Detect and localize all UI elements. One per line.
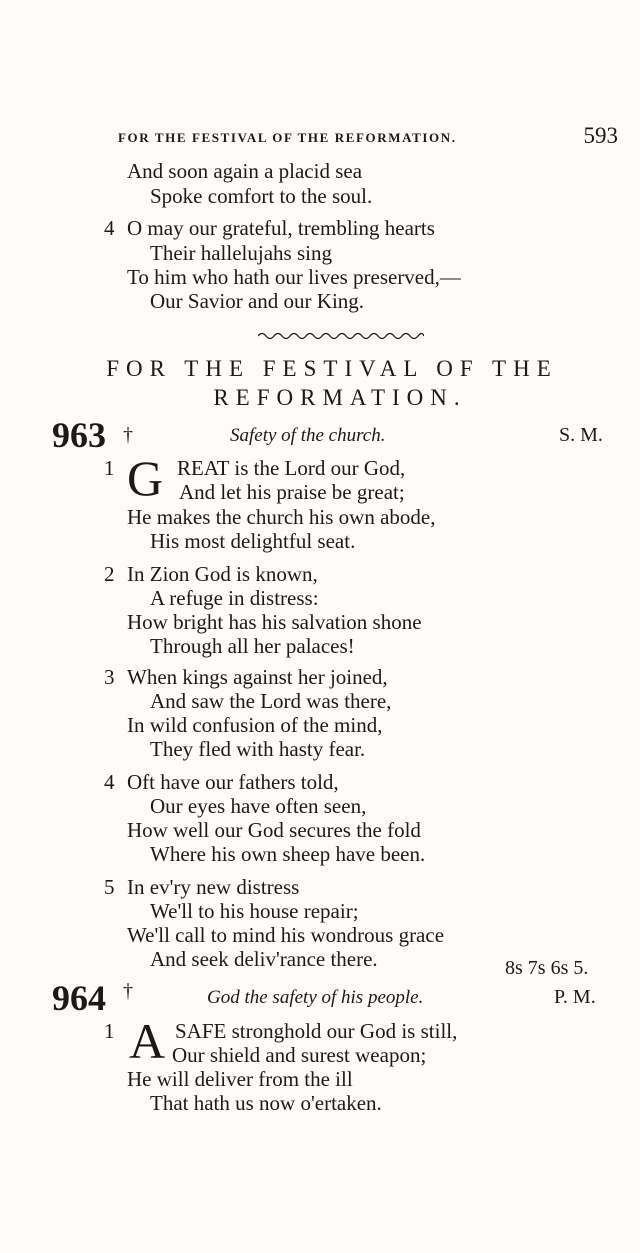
verse-line: Through all her palaces!	[150, 634, 355, 658]
hymn-title: God the safety of his people.	[207, 987, 424, 1008]
verse-line: Our eyes have often seen,	[150, 794, 367, 818]
verse-line: How bright has his salvation shone	[127, 610, 422, 634]
verse-line: And saw the Lord was there,	[150, 689, 392, 713]
verse-line: That hath us now o'ertaken.	[150, 1091, 382, 1115]
verse-line: A refuge in distress:	[150, 586, 319, 610]
hymn-meter-top: 8s 7s 6s 5.	[505, 957, 589, 979]
stanza-number: 3	[104, 665, 115, 689]
dagger-mark: †	[123, 980, 133, 1002]
hymn-number: 963	[52, 415, 106, 455]
verse-line: SAFE stronghold our God is still,	[175, 1019, 458, 1043]
section-title: REFORMATION.	[213, 385, 467, 410]
verse-line: To him who hath our lives preserved,—	[127, 265, 461, 289]
verse-line: REAT is the Lord our God,	[177, 456, 406, 480]
ornamental-divider	[258, 330, 424, 340]
verse-line: In Zion God is known,	[127, 562, 318, 586]
page-number: 593	[583, 123, 618, 148]
verse-line: Oft have our fathers told,	[127, 770, 339, 794]
stanza-number: 4	[104, 770, 115, 794]
hymn-number: 964	[52, 978, 106, 1018]
hymn-meter: P. M.	[554, 986, 596, 1008]
verse-line: His most delightful seat.	[150, 529, 356, 553]
verse-line: They fled with hasty fear.	[150, 737, 366, 761]
verse-line: When kings against her joined,	[127, 665, 388, 689]
verse-line: Our shield and surest weapon;	[172, 1043, 427, 1067]
verse-line: He will deliver from the ill	[127, 1067, 353, 1091]
stanza-number: 2	[104, 562, 115, 586]
verse-line: In ev'ry new distress	[127, 875, 300, 899]
verse-line: In wild confusion of the mind,	[127, 713, 383, 737]
drop-cap: A	[129, 1013, 166, 1069]
section-title: FOR THE FESTIVAL OF THE	[106, 356, 558, 381]
stanza-number: 5	[104, 875, 115, 899]
verse-line: Their hallelujahs sing	[150, 241, 332, 265]
stanza-number: 4	[104, 216, 115, 240]
running-head-title: FOR THE FESTIVAL OF THE REFORMATION.	[118, 130, 457, 145]
verse-line: Where his own sheep have been.	[150, 842, 426, 866]
dagger-mark: †	[123, 424, 133, 446]
drop-cap: G	[127, 450, 164, 506]
verse-line: And let his praise be great;	[179, 480, 405, 504]
verse-line: How well our God secures the fold	[127, 818, 421, 842]
hymn-title: Safety of the church.	[230, 425, 386, 446]
verse-line: Our Savior and our King.	[150, 289, 365, 313]
verse-line: We'll call to mind his wondrous grace	[127, 923, 445, 947]
verse-line: O may our grateful, trembling hearts	[127, 216, 435, 240]
hymn-meter: S. M.	[559, 424, 603, 446]
verse-line: Spoke comfort to the soul.	[150, 184, 373, 208]
running-head	[118, 124, 618, 154]
stanza-number: 1	[104, 456, 115, 480]
stanza-number: 1	[104, 1019, 115, 1043]
verse-line: He makes the church his own abode,	[127, 505, 436, 529]
verse-line: And soon again a placid sea	[127, 159, 363, 183]
verse-line: We'll to his house repair;	[150, 899, 359, 923]
verse-line: And seek deliv'rance there.	[150, 947, 378, 971]
